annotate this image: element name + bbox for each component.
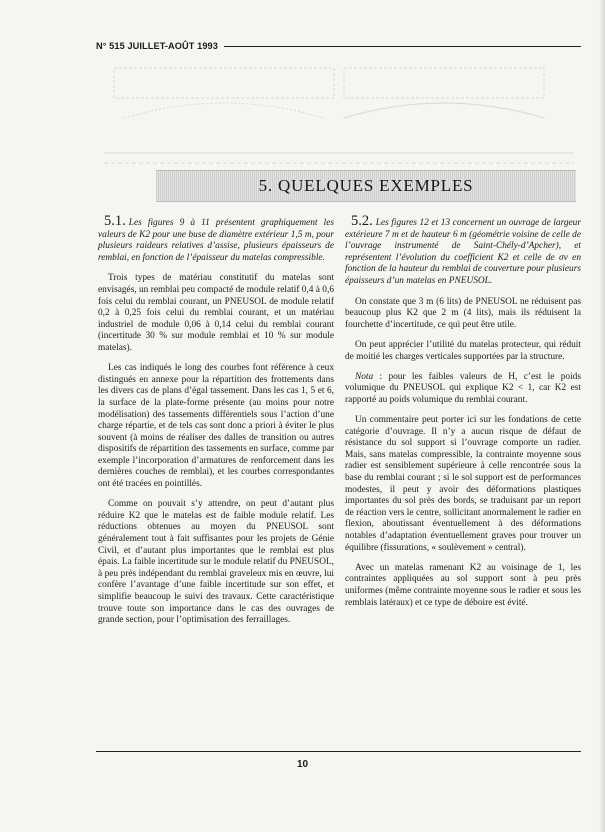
note-label: Nota [355, 371, 374, 382]
page-edge-shadow [599, 0, 605, 832]
right-heading-text: Les figures 12 et 13 concernent un ouvrage de largeur extérieure 7 m et de hauteur 6 m (géométrie voisine de celle de l’ouvrage instrumenté de Saint-Chély-d’Apcher), et représentent l’évolution du coefficient K2 et celle de σv en fonction de la hauteur du remblai de couverture pour plusieurs épaisseurs d’un matelas en PNEUSOL. [345, 218, 581, 286]
issue-label: N° 515 JUILLET-AOÛT 1993 [96, 41, 218, 51]
page-header [96, 38, 581, 54]
left-heading-text: Les figures 9 à 11 présentent graphiquement les valeurs de K2 pour une buse de diamètre extérieur 1,5 m, pour plusieurs raideurs relatives d’assise, plusieurs épaisseurs de remblai, en fonction de l’épaisseur du matelas compressible. [98, 218, 334, 263]
note-paragraph [345, 372, 581, 407]
right-paragraph: On constate que 3 m (6 lits) de PNEUSOL ne réduisent pas beaucoup plus K2 que 2 m (4 lits), mais ils réduisent la fourchette d’incertitude, ce qui peut être utile. [345, 296, 581, 330]
header-rule [224, 46, 581, 47]
left-paragraph: Trois types de matériau constitutif du matelas sont envisagés, un remblai peu compacté de module relatif 0,4 à 0,6 fois celui du remblai courant, un PNEUSOL de module relatif 0,2 à 0,25 fois celui du remblai courant, et un matériau industriel de module 0,06 à 0,14 celui du remblai courant (incertitude 30 % sur module remblai et 10 % sur module matelas). [98, 273, 334, 353]
right-paragraph: Un commentaire peut porter ici sur les fondations de cette catégorie d’ouvrage. Il n’y a aucun risque de défaut de résistance du sol support si l’ouvrage comporte un radier. Mais, sans matelas compressible, la contrainte moyenne sous radier est sensiblement supérieure à celle rencontrée sous la base du remblai courant ; si le sol support est de performances modestes, il peut y avoir des déformations plastiques importantes du sol près des bords, se traduisant par un report de réaction vers le centre, sollicitant anormalement le radier en flexion, aboutissant éventuellement à des déformations notables d’adaptation éventuellement graves pour trouver un équilibre (fissurations, « soulèvement » central). [345, 415, 581, 553]
left-column [98, 213, 334, 635]
left-paragraph: Les cas indiqués le long des courbes font référence à ceux distingués en annexe pour la répartition des frottements dans les divers cas de plans d’égal tassement. Dans les cas 1, 5 et 6, la surface de la plate-forme présente (au moins pour notre modélisation) des tassements différentiels sous l’action d’une charge répartie, et de tels cas sont donc a priori à éviter le plus souvent (à moins de réaliser des dalles de transition ou autres dispositifs de répartition des tassements en surface, comme par exemple l’incorporation d’armatures de renforcement dans les dernières couches de remblai), et les courbes correspondantes ont été tracées en pointillés. [98, 363, 334, 490]
right-column [345, 213, 581, 618]
right-paragraph: On peut apprécier l’utilité du matelas protecteur, qui réduit de moitié les charges verticales supportées par la structure. [345, 339, 581, 362]
page-number: 10 [296, 759, 309, 770]
right-lead-paragraph [345, 213, 581, 288]
section-title: 5. QUELQUES EXEMPLES [258, 176, 474, 195]
left-paragraph: Comme on pouvait s’y attendre, on peut d’autant plus réduire K2 que le matelas est de faible module relatif. Les réductions obtenues au moyen du PNEUSOL sont généralement tout à fait suffisantes pour les projets de Génie Civil, et d’autant plus importantes que le remblai est plus épais. La faible incertitude sur le module relatif du PNEUSOL, à peu près indépendant du remblai graveleux mis en œuvre, lui confère l’avantage d’une faible incertitude sur son effet, et simplifie beaucoup le suivi des travaux. Cette caractéristique trouve toute son importance dans le cas des ouvrages de grande section, pour l’optimisation des ferraillages. [98, 499, 334, 626]
show-through-figure [104, 58, 574, 178]
footer-rule [96, 751, 581, 752]
right-paragraph: Avec un matelas ramenant K2 au voisinage de 1, les contraintes appliquées au sol support sont à peu près uniformes (même contrainte moyenne sous le radier et sous les remblais latéraux) et ce type de déboire est évité. [345, 562, 581, 608]
section-banner [156, 170, 576, 202]
left-lead-paragraph [98, 213, 334, 264]
note-text: : pour les faibles valeurs de H, c’est le poids volumique du PNEUSOL qui explique K2 < 1, car K2 est rapporté au poids volumique du remblai courant. [345, 371, 581, 405]
right-heading-number: 5.2. [351, 213, 373, 229]
left-heading-number: 5.1. [104, 213, 126, 229]
